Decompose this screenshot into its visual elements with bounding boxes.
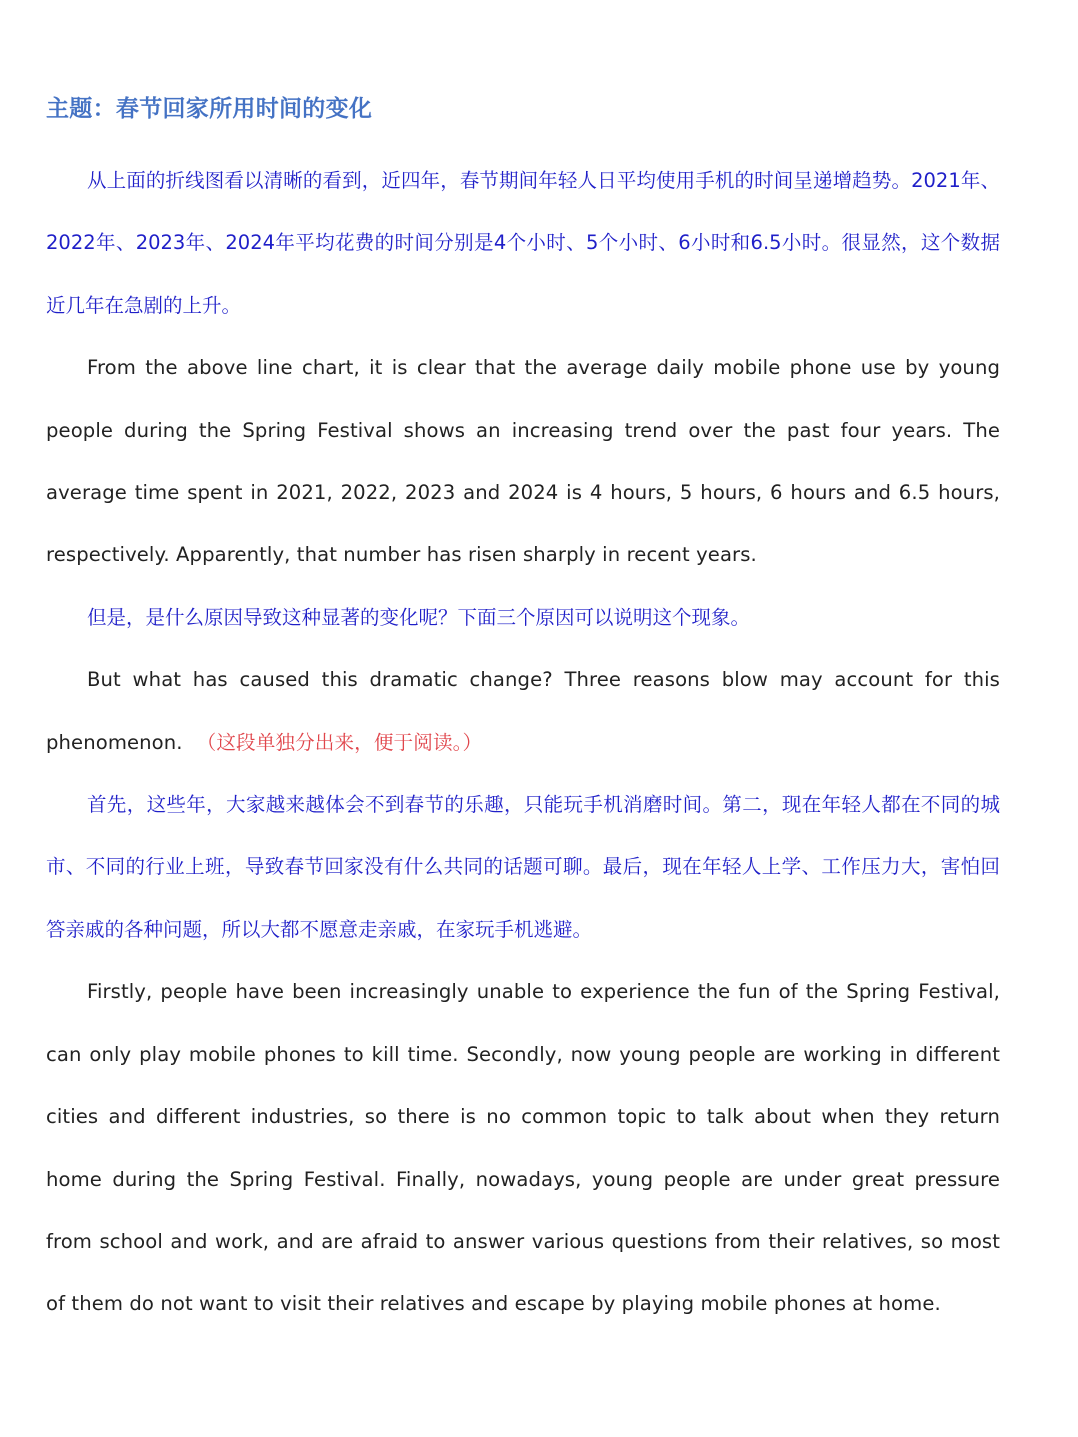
paragraph-english-question xyxy=(46,649,1000,774)
document-page xyxy=(46,88,1000,1336)
paragraph-chinese-question: 但是，是什么原因导致这种显著的变化呢？下面三个原因可以说明这个现象。 xyxy=(87,605,751,629)
document-title: 主题：春节回家所用时间的变化 xyxy=(46,96,373,122)
paragraph-english-trend: From the above line chart, it is clear that the average daily mobile phone use by young people during the Spring Festival shows an increasing trend over the past four years. The average time spent in 2021, 2022, 2023 and 2024 is 4 hours, 5 hours, 6 hours and 6.5 hours, respectively. Apparently, that number has risen sharply in recent years. xyxy=(46,356,1000,567)
english-question-text: But what has caused this dramatic change? Three reasons blow may account for this phenomenon. xyxy=(46,668,1000,754)
paragraph-english-reasons: Firstly, people have been increasingly unable to experience the fun of the Spring Festival, can only play mobile phones to kill time. Secondly, now young people are working in different cities and different industries, so there is no common topic to talk about when they return home during the Spring Festival. Finally, nowadays, young people are under great pressure from school and work, and are afraid to answer various questions from their relatives, so most of them do not want to visit their relatives and escape by playing mobile phones at home. xyxy=(46,980,1000,1316)
paragraph-chinese-reasons: 首先，这些年，大家越来越体会不到春节的乐趣，只能玩手机消磨时间。第二，现在年轻人都在不同的城市、不同的行业上班，导致春节回家没有什么共同的话题可聊。最后，现在年轻人上学、工作压力大，害怕回答亲戚的各种问题，所以大都不愿意走亲戚，在家玩手机逃避。 xyxy=(46,793,1000,941)
paragraph-chinese-trend: 从上面的折线图看以清晰的看到，近四年，春节期间年轻人日平均使用手机的时间呈递增趋势。2021年、2022年、2023年、2024年平均花费的时间分别是4个小时、5个小时、6小时和6.5小时。很显然，这个数据近几年在急剧的上升。 xyxy=(46,169,1000,317)
reading-note: （这段单独分出来，便于阅读。） xyxy=(196,730,483,754)
